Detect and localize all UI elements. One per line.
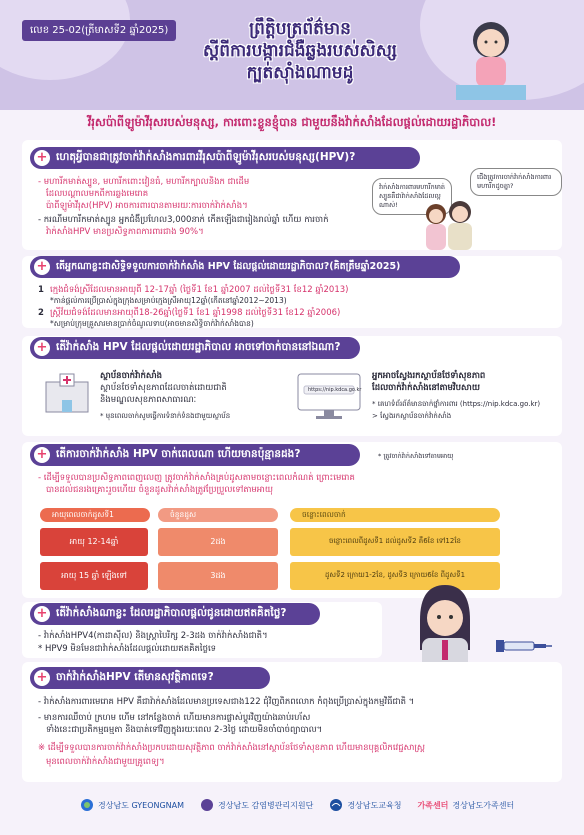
title-line-1: ព្រឹត្តិបត្រព័ត៌មាន (249, 19, 351, 39)
plus-icon: + (34, 259, 50, 275)
website-line: អ្នកអាចស្វែងរកស្ថាប័នថែទាំសុខភាព (372, 371, 486, 381)
section-header-safety (30, 667, 270, 689)
sec1-bullet: វ៉ាក់សាំងHPV មានប្រសិទ្ធភាពការពារជាង 90%។ (46, 227, 204, 237)
safety-line: ទាំងនេះជាប្រតិកម្មធម្មតា និងបាត់ទៅវិញក្នុងរយៈពេល 2-3ថ្ងៃ ដោយមិនចាំបាច់ព្យាបាល។ (46, 725, 323, 735)
title-line-2: ស្តីពីការបង្ការជំងឺឆ្លងរបស់សិស្ស (203, 41, 397, 61)
safety-note: មុនពេលចាក់វ៉ាក់សាំងជាមួយគ្រូពេទ្យ។ (46, 757, 165, 767)
education-office-emblem-icon (329, 798, 343, 812)
eligibility-note: *សម្រាប់ក្រុមគ្រួសារមានប្រាក់ចំណូលទាប(អាចមានសិទ្ធិចាក់វ៉ាក់សាំងបាន) (50, 319, 254, 328)
col-header-doses: ចំនួនដូស (158, 508, 278, 522)
girl-washing-hands-illustration (456, 10, 526, 100)
plus-icon: + (34, 606, 50, 622)
item-number: 1 (38, 285, 44, 295)
section-header-who (30, 256, 460, 278)
website-line: ដែលចាក់វ៉ាក់សាំងនៅតាមវិបសាយ (372, 383, 480, 393)
row-interval-cell: ដូសទី2 ក្រោយ1-2ខែ, ដូសទី3 ក្រោយ6ខែ ពីដូសទី1 (290, 562, 500, 590)
sec1-bullet: - ករណីមហារីកមាត់ស្បូន អ្នកជំងឺប្រហែល3,000នាក់ កើតឡើងជារៀងរាល់ឆ្នាំ ហើយ ការចាក់ (38, 215, 329, 225)
plus-icon: + (34, 447, 50, 463)
plus-icon: + (34, 340, 50, 356)
plus-icon: + (34, 150, 50, 166)
eligibility-item: ក្មេងជំទង់ស្រីដែលមានអាយុពី 12-17ឆ្នាំ (ថ្ងៃទី1 ខែ1 ឆ្នាំ2007 ដល់ថ្ងៃទី31 ខែ12 ឆ្នាំ2013) (50, 285, 349, 295)
section-header-text: ហេតុអ្វីបានជាត្រូវចាក់វ៉ាក់សាំងការពារវីរុសប៉ាពីឡូម៉ាវីរុសរបស់មនុស្ស(HPV)? (56, 151, 356, 163)
hospital-icon (42, 372, 92, 414)
clinic-line: និងមណ្ឌលសុខភាពសាធារណៈ (100, 395, 197, 405)
plus-icon: + (34, 670, 50, 686)
section-header-why (30, 147, 420, 169)
logo-infection-center: 경상남도 감염병관리지원단 (200, 798, 313, 812)
mother-daughter-illustration (418, 198, 478, 250)
row-doses-cell: 3ដង (158, 562, 278, 590)
section-header-when (30, 444, 360, 466)
issue-tag: លេខ 25-02(ត្រីមាសទី2 ឆ្នាំ2025) (22, 20, 176, 41)
section-header-text: តើវ៉ាក់សាំង HPV ដែលផ្តល់ដោយរដ្ឋាភិបាល អាចទៅចាក់បាននៅឯណា? (56, 341, 341, 353)
col-header-age: អាយុពេលចាក់ដូសទី1 (40, 508, 150, 522)
title-line-3: ក្បត់ស៊ាំងណាមដូ (246, 63, 354, 83)
clinic-title: ស្ថាប័នចាក់វ៉ាក់សាំង (100, 371, 163, 381)
schedule-intro: - ដើម្បីទទួលបានប្រសិទ្ធភាពពេញលេញ ត្រូវចាក់វ៉ាក់សាំងគ្រប់ដូសតាមចន្លោះពេលកំណត់ ព្រោះមេរោគ (38, 473, 355, 483)
clinic-note: * មុនពេលចាក់សូមធ្វើការទំនាក់ទំនងជាមួយស្ថាប័ន (100, 412, 231, 420)
vaccine-note: * HPV9 មិនមែនជាវ៉ាក់សាំងដែលផ្តល់ដោយឥតគិតថ្លៃទេ (38, 644, 217, 654)
eligibility-note: *កាន់ផ្តល់ការប្រើប្រាស់ក្នុងក្រុងសម្រាប់ក្មេងស្រីអាយុ12ឆ្នាំ(កើតនៅឆ្នាំ2012~2013) (50, 296, 287, 305)
website-note: * គេហទំព័រព័ត៌មានចាក់ថ្នាំការពារ (https://nip.kdca.go.kr) (372, 400, 541, 408)
section-header-text: តើការចាក់វ៉ាក់សាំង HPV ចាក់ពេលណា ហើយមានប៉ុន្មានដង? (56, 448, 301, 460)
speech-bubble-right: ជើងត្រូវការចាក់វ៉ាក់សាំងការពារមហារីកដូចគ្នា? (470, 168, 562, 196)
logo-education-office: 경상남도교육청 (329, 798, 401, 812)
eligibility-item: ស្ត្រីវ័យជំទង់ដែលមានអាយុពី18-26ឆ្នាំ(ថ្ងៃទី1 ខែ1 ឆ្នាំ1998 ដល់ថ្ងៃទី31 ខែ12 ឆ្នាំ2006) (50, 308, 341, 318)
row-doses-cell: 2ដង (158, 528, 278, 556)
section-header-which (30, 603, 320, 625)
row-interval-cell: ចន្លោះពេលពីដូសទី1 ដល់ដូសទី2 គឺ6ខែ ទៅ12ខែ (290, 528, 500, 556)
schedule-intro: បានដល់ជនរងគ្រោះរួចហើយ ចំនួនដូសវ៉ាក់សាំងត្រូវប្រែប្រួលទៅតាមអាយុ (46, 485, 273, 495)
col-header-interval: ចន្លោះពេលចាក់ (290, 508, 500, 522)
logo-gyeongnam: 경상남도 GYEONGNAM (80, 798, 184, 812)
safety-line: - វ៉ាក់សាំងការពារមេរោគ HPV គឺជាវ៉ាក់សាំងដែលមានប្រទេសជាង122 ជុំវិញពិភពលោក កំពុងប្រើប្រាស់ក្នុងកម្មវិធីជាតិ ។ (38, 697, 415, 707)
safety-note: ※ ដើម្បីទទួលបានការចាក់វ៉ាក់សាំងប្រកបដោយសុវត្ថិភាព ចាក់វ៉ាក់សាំងនៅស្ថាប័នថែទាំសុខភាព ហើយមានបុគ្គលិកវេជ្ជសាស្ត្រ (38, 743, 426, 753)
item-number: 2 (38, 308, 44, 318)
header-banner (0, 0, 584, 110)
section-header-where (30, 337, 360, 359)
syringe-icon (494, 636, 552, 656)
student-illustration (400, 580, 490, 675)
vaccine-line: - វ៉ាក់សាំងHPV4(កាដាស៊ីល) និងស្រ្ដាបៃរិក្ស 2-3ដង ចាក់វ៉ាក់សាំងជាតិ។ (38, 631, 268, 641)
speech-bubble-left: វ៉ាក់សាំងការពារមហារីកមាត់ស្បូនគឺជាវ៉ាក់សាំងដែលល្អណាស់! (372, 178, 452, 215)
gyeongnam-emblem-icon (80, 798, 94, 812)
section-header-text: តើវ៉ាក់សាំងណាខ្លះ ដែលរដ្ឋាភិបាលផ្តល់ជូនដោយឥតគិតថ្លៃ? (56, 607, 287, 619)
logo-family-center: 가족센터 경상남도가족센터 (417, 800, 515, 810)
sponsor-logos (80, 790, 520, 820)
sec1-bullet: - មហារីកមាត់ស្បូន, មហារីកពោះវៀនធំ, មហារីកក្បាលនិងក ជាដើម (38, 177, 250, 187)
schedule-note: * ត្រូវចាក់វ៉ាក់សាំងទៅតាមអាយុ (378, 452, 454, 460)
clinic-line: ស្ថាប័នថែទាំសុខភាពដែលចាត់ដោយជាតិ (100, 383, 227, 393)
row-age-cell: អាយុ 12-14ឆ្នាំ (40, 528, 148, 556)
sec1-bullet: ដែលបណ្តាលមកពីការឆ្លងមេរោគ (46, 189, 149, 199)
page-title (150, 18, 450, 84)
section-header-text: ចាក់វ៉ាក់សាំងHPV តើមានសុវត្ថិភាពទេ? (56, 671, 214, 683)
computer-monitor-icon (296, 372, 362, 420)
headline-banner: វីរុសប៉ាពីឡូម៉ាវីរុសរបស់មនុស្ស, ការពោះខ្លួនខ្ញុំបាន ជាមួយនឹងវ៉ាក់សាំងដែលផ្តល់ដោយរដ្ឋាភិបាល! (87, 115, 497, 129)
website-note: > ស្វែងរកស្ថាប័នចាក់វ៉ាក់សាំង (372, 412, 452, 420)
section-header-text: តើអ្នកណាខ្លះជាសិទ្ធិទទួលការចាក់វ៉ាក់សាំង HPV ដែលផ្តល់ដោយរដ្ឋាភិបាល?(គិតត្រឹមឆ្នាំ2025) (56, 261, 401, 272)
infection-center-emblem-icon (200, 798, 214, 812)
sec1-bullet: ប៉ាពីឡូម៉ាវីរុស(HPV) អាចការពារបានតាមរយៈការចាក់វ៉ាក់សាំង។ (46, 201, 248, 211)
url-label: https://nip.kdca.go.kr (308, 387, 362, 393)
row-age-cell: អាយុ 15 ឆ្នាំ ឡើងទៅ (40, 562, 148, 590)
safety-line: - មានការឈឺចាប់ ក្រហម ហើម នៅកន្លែងចាក់ ហើយមានការផ្លាស់ប្តូរវិញយ៉ាងឆាប់រហ័ស (38, 713, 311, 723)
